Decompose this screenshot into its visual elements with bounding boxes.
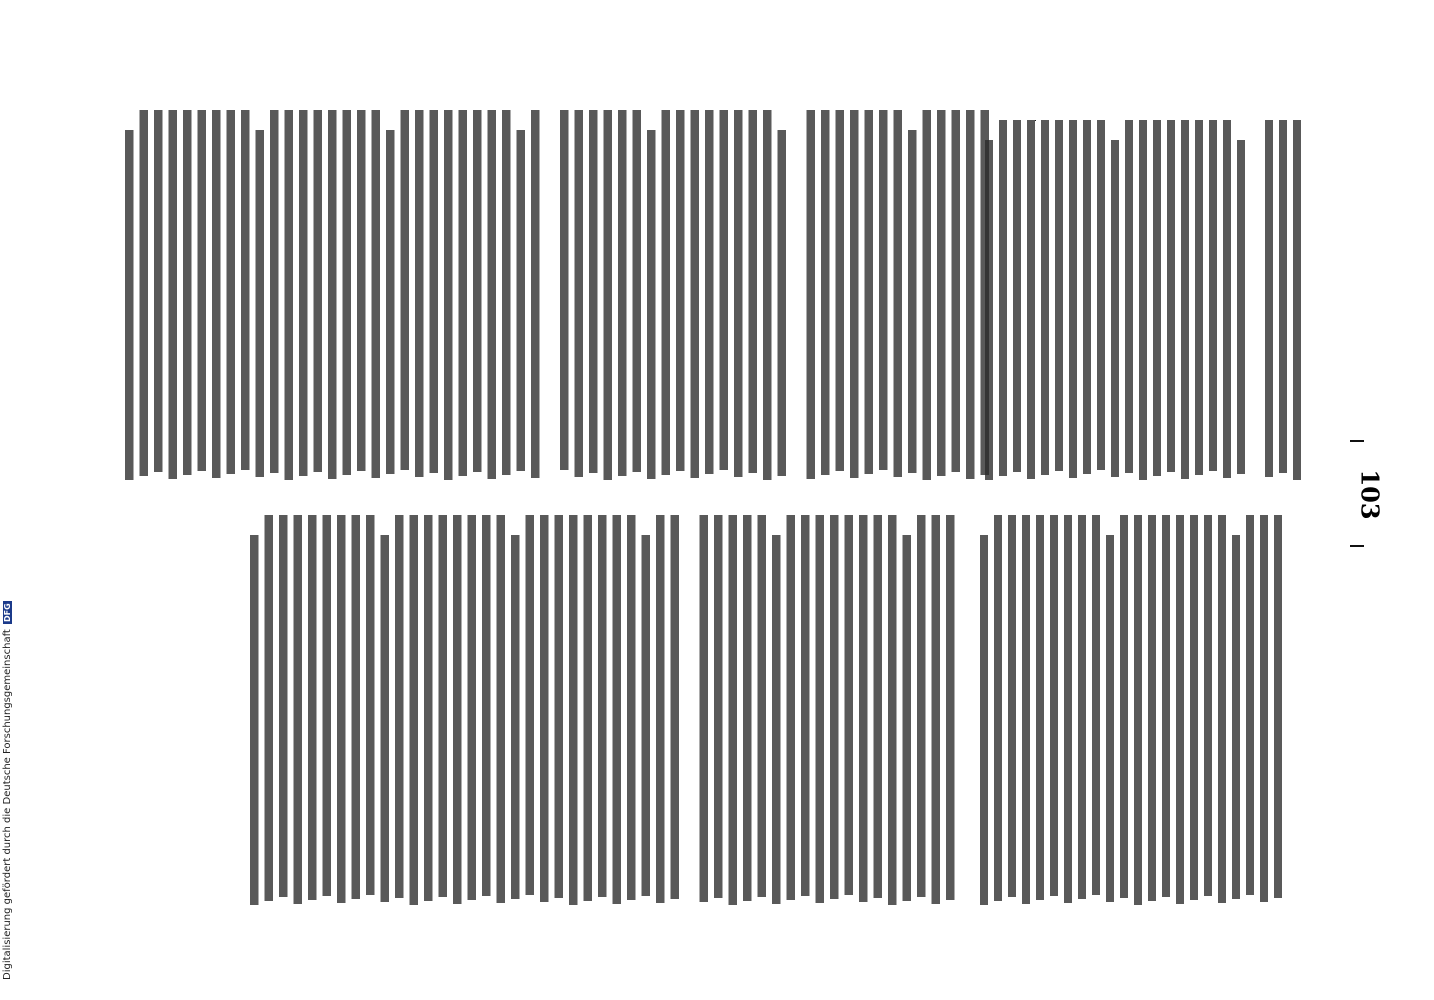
text-line <box>879 110 888 470</box>
text-line <box>1120 515 1128 898</box>
text-line <box>482 515 491 896</box>
text-line <box>366 515 375 895</box>
text-line <box>845 515 854 895</box>
text-line <box>801 515 810 896</box>
text-line <box>749 110 758 473</box>
text-line <box>125 130 134 480</box>
text-line <box>439 515 448 897</box>
text-line <box>198 110 207 471</box>
text-line <box>691 110 700 478</box>
text-line <box>1218 515 1226 903</box>
footer-credit-text: Digitalisierung gefördert durch die Deutsche Forschungsgemeinschaft <box>2 629 13 980</box>
text-line <box>1050 515 1058 896</box>
text-line <box>140 110 149 476</box>
french-column-right <box>985 120 1301 480</box>
text-line <box>778 130 787 476</box>
text-line <box>531 110 540 478</box>
text-line <box>1013 120 1021 472</box>
text-line <box>999 120 1007 476</box>
text-line <box>1223 120 1231 478</box>
text-line <box>981 110 990 475</box>
text-line <box>555 515 564 898</box>
text-line <box>575 110 584 477</box>
text-line <box>604 110 613 480</box>
text-line <box>372 110 381 478</box>
text-line <box>270 110 279 473</box>
german-column-left <box>250 515 955 905</box>
text-line <box>154 110 163 472</box>
text-line <box>1246 515 1254 895</box>
text-line <box>1008 515 1016 897</box>
text-line <box>1027 120 1035 479</box>
text-line <box>323 515 332 896</box>
text-line <box>227 110 236 474</box>
text-line <box>807 110 816 479</box>
text-line <box>526 515 535 895</box>
text-line <box>1265 120 1273 477</box>
text-line <box>430 110 439 473</box>
text-line <box>1041 120 1049 475</box>
text-line <box>1078 515 1086 899</box>
text-line <box>1134 515 1142 905</box>
text-line <box>1274 515 1282 898</box>
text-line <box>328 110 337 479</box>
text-line <box>700 515 709 902</box>
text-line <box>381 535 390 902</box>
text-line <box>946 515 955 900</box>
text-line <box>569 515 578 905</box>
text-line <box>401 110 410 470</box>
text-line <box>830 515 839 899</box>
text-line <box>729 515 738 905</box>
text-line <box>1204 515 1212 896</box>
text-line <box>212 110 221 478</box>
text-line <box>874 515 883 898</box>
text-line <box>1097 120 1105 470</box>
text-line <box>256 130 265 477</box>
text-line <box>265 515 274 901</box>
text-line <box>1293 120 1301 480</box>
text-line <box>1125 120 1133 473</box>
text-line <box>169 110 178 479</box>
text-line <box>395 515 404 898</box>
text-line <box>497 515 506 903</box>
text-line <box>241 110 250 470</box>
text-line <box>888 515 897 905</box>
text-line <box>816 515 825 903</box>
text-line <box>821 110 830 475</box>
text-line <box>1195 120 1203 475</box>
text-line <box>714 515 723 898</box>
text-line <box>517 130 526 471</box>
text-line <box>352 515 361 899</box>
text-line <box>473 110 482 472</box>
text-line <box>772 535 781 904</box>
text-line <box>314 110 323 472</box>
text-line <box>1148 515 1156 901</box>
text-line <box>908 130 917 473</box>
text-line <box>787 515 796 900</box>
text-line <box>410 515 419 905</box>
text-line <box>468 515 477 900</box>
text-line <box>511 535 520 899</box>
text-line <box>1190 515 1198 900</box>
text-line <box>836 110 845 471</box>
text-line <box>1237 140 1245 474</box>
text-line <box>662 110 671 475</box>
text-line <box>560 110 569 470</box>
text-line <box>647 130 656 479</box>
text-line <box>598 515 607 897</box>
text-line <box>1036 515 1044 900</box>
text-line <box>923 110 932 480</box>
text-line <box>980 535 988 905</box>
text-line <box>1139 120 1147 480</box>
text-line <box>859 515 868 902</box>
text-line <box>285 110 294 480</box>
text-line <box>894 110 903 477</box>
text-line <box>758 515 767 897</box>
text-line <box>250 535 259 905</box>
text-line <box>676 110 685 471</box>
text-line <box>937 110 946 476</box>
text-line <box>734 110 743 477</box>
text-line <box>720 110 729 470</box>
text-line <box>1232 535 1240 899</box>
text-line <box>1209 120 1217 471</box>
text-line <box>294 515 303 904</box>
text-line <box>1106 535 1114 902</box>
text-line <box>850 110 859 478</box>
text-line <box>459 110 468 476</box>
text-line <box>415 110 424 477</box>
text-line <box>1167 120 1175 472</box>
text-line <box>444 110 453 480</box>
text-line <box>357 110 366 471</box>
text-line <box>424 515 433 901</box>
text-line <box>540 515 549 902</box>
text-line <box>618 110 627 476</box>
text-line <box>656 515 665 903</box>
text-line <box>1279 120 1287 473</box>
text-line <box>279 515 288 897</box>
text-line <box>308 515 317 900</box>
text-line <box>488 110 497 479</box>
text-line <box>1176 515 1184 904</box>
text-line <box>613 515 622 904</box>
text-line <box>453 515 462 904</box>
text-line <box>903 535 912 901</box>
text-line <box>633 110 642 472</box>
text-line <box>386 130 395 474</box>
text-line <box>966 110 975 479</box>
french-column-right <box>1035 120 1036 121</box>
text-line <box>627 515 636 900</box>
text-line <box>865 110 874 474</box>
text-line <box>1181 120 1189 479</box>
text-line <box>932 515 941 904</box>
text-line <box>917 515 926 897</box>
text-line <box>705 110 714 474</box>
text-line <box>994 515 1002 901</box>
text-line <box>1055 120 1063 471</box>
text-line <box>1092 515 1100 895</box>
dfg-logo: DFG <box>3 603 12 622</box>
text-line <box>1083 120 1091 474</box>
text-line <box>584 515 593 901</box>
text-line <box>952 110 961 472</box>
text-line <box>671 515 680 899</box>
text-line <box>1153 120 1161 476</box>
text-line <box>1111 140 1119 477</box>
footer-credit <box>2 601 13 980</box>
text-line <box>1064 515 1072 903</box>
text-line <box>299 110 308 476</box>
german-column-right <box>980 515 1282 905</box>
french-column-left <box>125 110 989 480</box>
text-line <box>763 110 772 480</box>
text-line <box>1260 515 1268 902</box>
text-line <box>1162 515 1170 897</box>
text-line <box>337 515 346 903</box>
text-line <box>1069 120 1077 478</box>
text-line <box>183 110 192 475</box>
text-line <box>642 535 651 896</box>
text-line <box>743 515 752 901</box>
text-line <box>343 110 352 475</box>
text-line <box>502 110 511 475</box>
text-line <box>1022 515 1030 904</box>
page-number: 103 <box>1355 469 1385 520</box>
text-line <box>589 110 598 473</box>
